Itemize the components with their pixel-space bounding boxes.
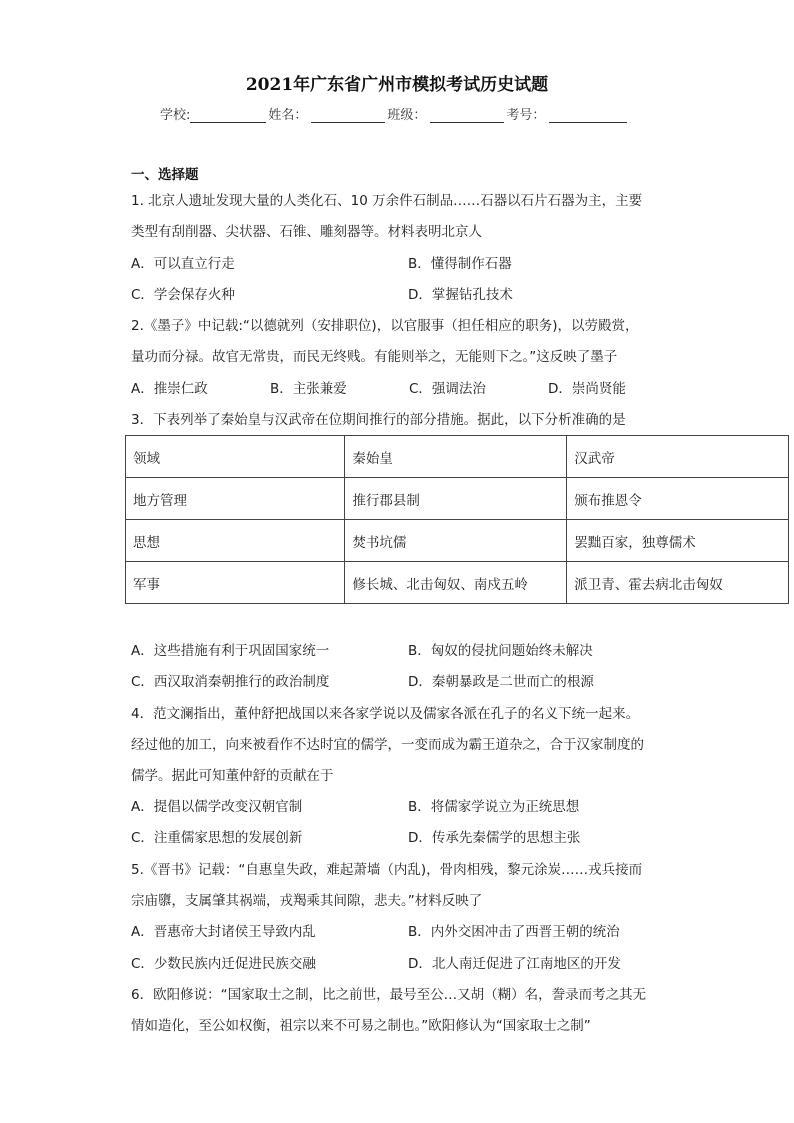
q1-option-c: C．学会保存火种 [131,287,235,303]
q5-stem-line2: 宗庙隳，支属肇其祸端，戎羯乘其间隙，悲夫。”材料反映了 [131,893,483,909]
q4-stem-line3: 儒学。据此可知董仲舒的贡献在于 [131,768,334,784]
student-info-line [160,104,629,123]
q2-option-a: A．推崇仁政 [131,381,208,397]
q3-option-c: C．西汉取消秦朝推行的政治制度 [131,674,330,690]
q3-option-b: B．匈奴的侵扰问题始终未解决 [408,643,593,659]
q5-option-a: A．晋惠帝大封诸侯王导致内乱 [131,924,316,940]
q1-option-a: A．可以直立行走 [131,256,235,272]
school-label: 学校: [160,108,191,123]
table-cell: 领域 [126,436,345,478]
table-cell: 罢黜百家，独尊儒术 [567,520,789,562]
class-blank[interactable] [430,108,504,123]
q5-option-b: B．内外交困冲击了西晋王朝的统治 [408,924,620,940]
q2-option-c: C．强调法治 [409,381,486,397]
name-label: 姓名： [268,108,308,123]
q4-option-c: C．注重儒家思想的发展创新 [131,830,303,846]
q4-stem-line1: 4．范文澜指出，董仲舒把战国以来各家学说以及儒家各派在孔子的名义下统一起来。 [131,706,640,722]
q1-option-b: B．懂得制作石器 [408,256,512,272]
q4-stem-line2: 经过他的加工，向来被看作不达时宜的儒学，一变而成为霸王道杂之，合于汉家制度的 [131,737,644,753]
q6-stem-line2: 情如造化，至公如权衡，祖宗以来不可易之制也。”欧阳修认为“国家取士之制” [131,1018,591,1034]
q3-option-d: D．秦朝暴政是二世而亡的根源 [408,674,594,690]
q3-stem: 3．下表列举了秦始皇与汉武帝在位期间推行的部分措施。据此，以下分析准确的是 [131,412,626,428]
name-blank[interactable] [311,108,385,123]
table-cell: 修长城、北击匈奴、南戍五岭 [345,562,567,604]
table-cell: 地方管理 [126,478,345,520]
number-label: 考号： [506,108,546,123]
number-blank[interactable] [549,108,627,123]
table-cell: 推行郡县制 [345,478,567,520]
q1-option-d: D．掌握钻孔技术 [408,287,513,303]
table-cell: 军事 [126,562,345,604]
table-cell: 派卫青、霍去病北击匈奴 [567,562,789,604]
q5-stem-line1: 5.《晋书》记载：“自惠皇失政，难起萧墙（内乱)，骨肉相残，黎元涂炭……戎兵接而 [131,862,643,878]
q1-stem-line2: 类型有刮削器、尖状器、石锥、雕刻器等。材料表明北京人 [131,224,482,240]
q6-stem-line1: 6．欧阳修说：“国家取士之制，比之前世，最号至公…又胡（糊）名，誊录而考之其无 [131,987,647,1003]
q5-option-d: D．北人南迁促进了江南地区的开发 [408,956,621,972]
section-heading: 一、选择题 [131,167,199,183]
table-cell: 汉武帝 [567,436,789,478]
q2-stem-line1: 2.《墨子》中记载:“以德就列（安排职位)，以官服事（担任相应的职务)，以劳殿赏， [131,318,639,334]
table-cell: 颁布推恩令 [567,478,789,520]
class-label: 班级： [387,108,427,123]
q4-option-d: D．传承先秦儒学的思想主张 [408,830,581,846]
q1-stem-line1: 1. 北京人遗址发现大量的人类化石、10 万余件石制品……石器以石片石器为主，主要 [131,193,643,209]
table-row [126,562,789,604]
table-cell: 思想 [126,520,345,562]
table-cell: 秦始皇 [345,436,567,478]
table-row [126,520,789,562]
table-row [126,478,789,520]
q2-option-d: D．崇尚贤能 [548,381,626,397]
q3-measures-table [125,435,789,604]
table-cell: 焚书坑儒 [345,520,567,562]
q3-option-a: A．这些措施有利于巩固国家统一 [131,643,330,659]
exam-title: 2021年广东省广州市模拟考试历史试题 [245,75,549,95]
q4-option-b: B．将儒家学说立为正统思想 [408,799,580,815]
q2-option-b: B．主张兼爱 [270,381,347,397]
q4-option-a: A．提倡以儒学改变汉朝官制 [131,799,303,815]
q5-option-c: C．少数民族内迁促进民族交融 [131,956,316,972]
table-row [126,436,789,478]
q2-stem-line2: 量功而分禄。故官无常贵，而民无终贱。有能则举之，无能则下之。”这反映了墨子 [131,349,618,365]
school-blank[interactable] [190,108,266,123]
